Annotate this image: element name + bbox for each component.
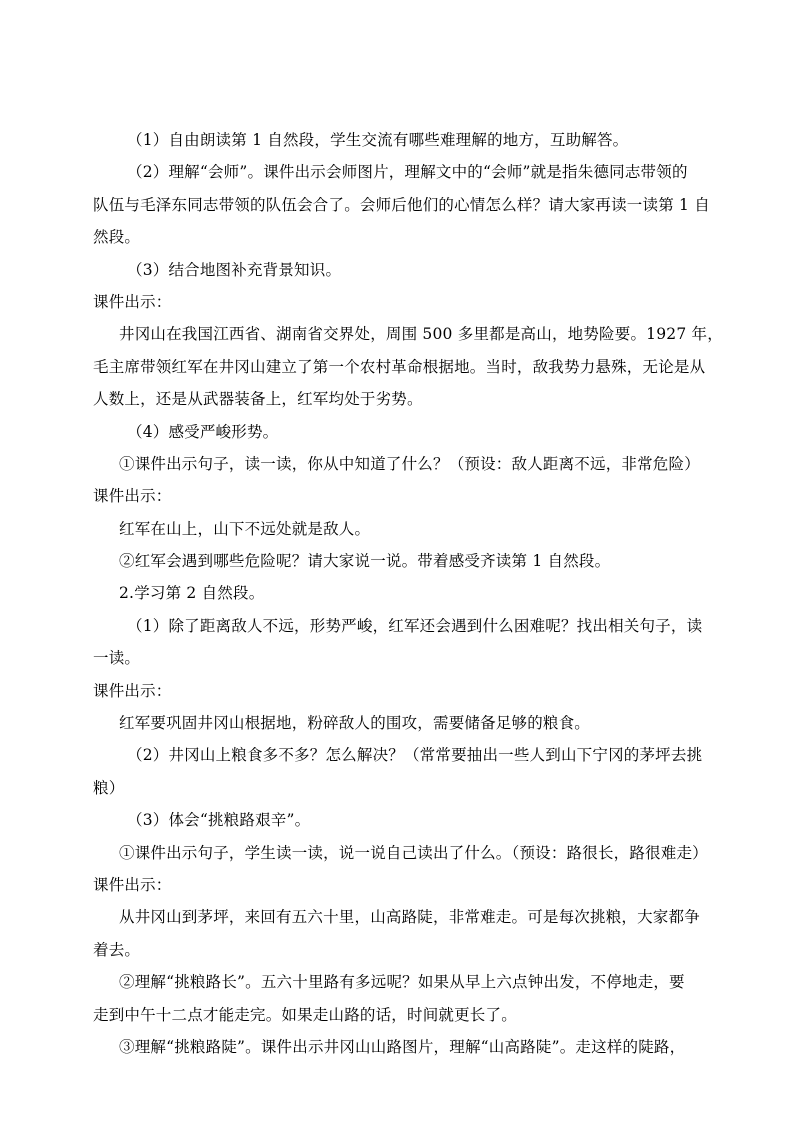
text-line: 粮） xyxy=(93,778,125,797)
text-line: （4）感受严峻形势。 xyxy=(127,422,279,441)
text-line: 红军在山上，山下不远处就是敌人。 xyxy=(119,519,371,538)
text-line: ③理解“挑粮路陡”。课件出示井冈山山路图片，理解“山高路陡”。走这样的陡路， xyxy=(119,1037,686,1056)
courseware-label: 课件出示： xyxy=(93,875,172,894)
courseware-label: 课件出示： xyxy=(93,292,172,311)
text-line: 从井冈山到茅坪，来回有五六十里，山高路陡，非常难走。可是每次挑粮，大家都争 xyxy=(119,908,700,927)
text-line: （2）理解“会师”。课件出示会师图片，理解文中的“会师”就是指朱德同志带领的 xyxy=(127,163,688,182)
text-line: 着去。 xyxy=(93,940,141,959)
courseware-label: 课件出示： xyxy=(93,681,172,700)
text-line: 一读。 xyxy=(93,649,141,668)
text-line: 队伍与毛泽东同志带领的队伍会合了。会师后他们的心情怎么样？请大家再读一读第 1 自 xyxy=(93,195,710,214)
text-line: 井冈山在我国江西省、湖南省交界处，周围 500 多里都是高山，地势险要。1927 年， xyxy=(119,325,723,344)
document-page xyxy=(93,124,723,1063)
text-line: ②理解“挑粮路长”。五六十里路有多远呢？如果从早上六点钟出发，不停地走，要 xyxy=(119,973,685,992)
text-line: 走到中午十二点才能走完。如果走山路的话，时间就更长了。 xyxy=(93,1005,517,1024)
text-line: ②红军会遇到哪些危险呢？请大家说一说。带着感受齐读第 1 自然段。 xyxy=(119,552,611,571)
section-heading: 2.学习第 2 自然段。 xyxy=(119,584,265,603)
text-line: 人数上，还是从武器装备上，红军均处于劣势。 xyxy=(93,390,423,409)
text-line: 然段。 xyxy=(93,228,141,247)
text-line: 红军要巩固井冈山根据地，粉碎敌人的围攻，需要储备足够的粮食。 xyxy=(119,714,591,733)
text-line: （3）结合地图补充背景知识。 xyxy=(127,260,342,279)
courseware-label: 课件出示： xyxy=(93,487,172,506)
text-line: 毛主席带领红军在井冈山建立了第一个农村革命根据地。当时，敌我势力悬殊，无论是从 xyxy=(93,357,706,376)
text-line: （3）体会“挑粮路艰辛”。 xyxy=(127,811,311,830)
text-line: ①课件出示句子，学生读一读，说一说自己读出了什么。（预设：路很长，路很难走） xyxy=(119,843,708,862)
text-line: （2）井冈山上粮食多不多？怎么解决？（常常要抽出一些人到山下宁冈的茅坪去挑 xyxy=(127,746,703,765)
text-line: （1）自由朗读第 1 自然段，学生交流有哪些难理解的地方，互助解答。 xyxy=(127,131,629,149)
text-line: ①课件出示句子，读一读，你从中知道了什么？（预设：敌人距离不远，非常危险） xyxy=(119,454,700,473)
text-line: （1）除了距离敌人不远，形势严峻，红军还会遇到什么困难呢？找出相关句子，读 xyxy=(127,616,703,635)
